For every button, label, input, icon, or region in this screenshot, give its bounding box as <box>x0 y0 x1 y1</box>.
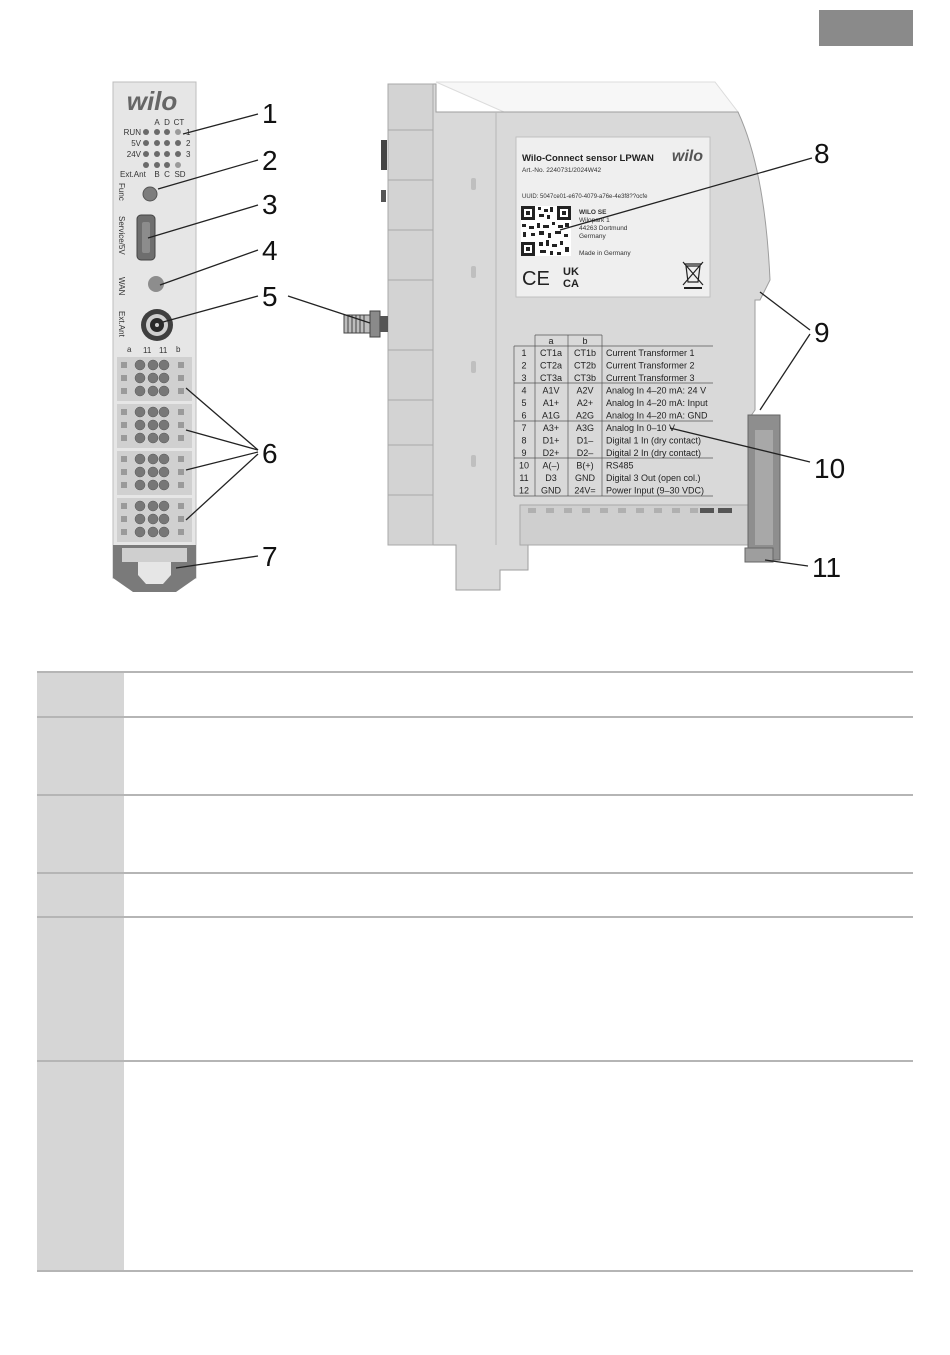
pin-col-b: B(+) <box>576 460 594 471</box>
terminal-label-b: b <box>176 345 181 354</box>
front-brand-logo: wilo <box>126 86 178 116</box>
pin-description: RS485 <box>606 460 634 471</box>
legend-table <box>37 671 913 1272</box>
legend-row-number <box>37 796 124 872</box>
led-label-extant: Ext.Ant <box>120 170 146 179</box>
front-view <box>113 82 196 592</box>
antenna-connector-side[interactable] <box>344 311 388 337</box>
legend-row-text <box>124 673 913 716</box>
legend-row <box>37 1060 913 1272</box>
pin-col-b: A2G <box>575 410 595 421</box>
pin-col-b: A2V <box>576 385 594 396</box>
pin-col-a: A1V <box>542 385 560 396</box>
pin-description: Analog In 4–20 mA: GND <box>606 410 708 421</box>
plate-article: Art.-No. 2240731/2024W42 <box>522 167 602 174</box>
legend-row-number <box>37 1062 124 1270</box>
pin-col-a: A3+ <box>542 423 560 433</box>
side-label-service: Service/5V <box>117 216 126 255</box>
pin-row-number: 5 <box>521 398 527 408</box>
pin-description: Power Input (9–30 VDC) <box>606 485 705 496</box>
pin-description: Current Transformer 2 <box>606 360 695 371</box>
pin-col-b: A3G <box>575 423 595 433</box>
plate-uuid: UUID: 5047ce01-e670-4079-a76e-4e3f8??ocfe <box>522 194 648 200</box>
pin-description: Analog In 0–10 V <box>606 423 676 433</box>
ukca-mark-uk: UK <box>563 266 579 278</box>
callout-9: 9 <box>814 317 830 348</box>
plate-made-in: Made in Germany <box>579 250 631 257</box>
pin-col-a: CT3a <box>539 373 563 383</box>
led-num-1: 1 <box>186 128 191 137</box>
pin-col-b: CT1b <box>573 348 597 358</box>
plate-title: Wilo-Connect sensor LPWAN <box>522 153 654 164</box>
led-row-24v: 24V <box>126 150 141 159</box>
led-label-b: B <box>154 170 160 179</box>
plate-address-4: Germany <box>579 233 606 240</box>
label-plate <box>516 137 710 297</box>
led-num-3: 3 <box>186 150 191 159</box>
legend-row-number <box>37 918 124 1060</box>
led-col-a: A <box>154 118 160 127</box>
led-num-2: 2 <box>186 139 191 148</box>
legend-row <box>37 671 913 716</box>
legend-row-number <box>37 718 124 794</box>
callout-8: 8 <box>814 138 830 169</box>
pin-row-number: 6 <box>521 410 527 421</box>
pin-row-number: 9 <box>521 448 527 458</box>
pin-description: Current Transformer 1 <box>606 348 695 358</box>
callout-5: 5 <box>262 281 278 312</box>
ukca-mark-ca: CA <box>563 278 579 290</box>
led-label-c: C <box>164 170 170 179</box>
pin-col-b: D1– <box>576 435 594 446</box>
legend-row-text <box>124 718 913 794</box>
pin-row-number: 7 <box>521 423 527 433</box>
side-label-extant: Ext.Ant <box>117 311 126 337</box>
pin-col-b: GND <box>575 473 595 483</box>
legend-row <box>37 794 913 872</box>
terminal-label-11a: 11 <box>143 346 152 355</box>
legend-row-text <box>124 874 913 916</box>
legend-row <box>37 716 913 794</box>
pin-col-a: A(–) <box>542 460 560 471</box>
legend-row-number <box>37 874 124 916</box>
pin-row-number: 11 <box>519 473 529 483</box>
side-label-func: Func <box>117 183 126 201</box>
pin-col-a: A1G <box>541 410 561 421</box>
pin-row-number: 12 <box>518 485 530 496</box>
led-row-run: RUN <box>123 128 141 137</box>
legend-row-text <box>124 796 913 872</box>
led-row-5v: 5V <box>131 139 141 148</box>
plate-address-2: Wilopark 1 <box>579 217 610 224</box>
pin-row-number: 8 <box>521 435 527 446</box>
led-col-ct: CT <box>173 118 185 127</box>
plate-address-1: WILO SE <box>579 209 607 216</box>
func-button[interactable] <box>143 187 157 201</box>
callout-4: 4 <box>262 235 278 266</box>
callout-2: 2 <box>262 145 278 176</box>
pin-description: Current Transformer 3 <box>606 373 695 383</box>
pin-col-b: 24V= <box>574 485 596 496</box>
pin-col-a: CT1a <box>539 348 563 358</box>
led-col-d: D <box>164 118 170 127</box>
pin-row-number: 4 <box>521 385 527 396</box>
pin-col-b: D2– <box>576 448 594 458</box>
pin-row-number: 1 <box>521 348 527 358</box>
pin-col-b: CT2b <box>573 360 597 371</box>
pin-col-a: D2+ <box>542 448 560 458</box>
pin-description: Digital 2 In (dry contact) <box>606 448 702 458</box>
legend-row-text <box>124 918 913 1060</box>
callout-7: 7 <box>262 541 278 572</box>
pin-col-a: A1+ <box>542 398 560 408</box>
side-label-wan: WAN <box>117 277 126 296</box>
pin-header-b: b <box>582 336 588 346</box>
pin-col-a: GND <box>541 485 561 496</box>
pin-col-b: A2+ <box>576 398 594 408</box>
pin-header-a: a <box>548 336 554 346</box>
pin-row-number: 2 <box>521 360 527 371</box>
pin-description: Analog In 4–20 mA: 24 V <box>606 385 707 396</box>
led-label-sd: SD <box>174 170 186 179</box>
pin-description: Analog In 4–20 mA: Input <box>606 398 708 408</box>
pin-col-a: D3 <box>545 473 557 483</box>
callout-1: 1 <box>262 98 278 129</box>
terminal-label-a: a <box>127 345 132 354</box>
plate-address-3: 44263 Dortmund <box>579 225 628 232</box>
ce-mark: CE <box>522 268 550 290</box>
pin-col-b: CT3b <box>573 373 597 383</box>
plate-brand: wilo <box>671 148 703 165</box>
pin-row-number: 10 <box>518 460 530 471</box>
pin-row-number: 3 <box>521 373 527 383</box>
callout-6: 6 <box>262 438 278 469</box>
qr-code <box>521 206 571 256</box>
legend-row <box>37 916 913 1060</box>
callout-11: 11 <box>812 552 842 583</box>
pin-col-a: CT2a <box>539 360 563 371</box>
legend-row-number <box>37 673 124 716</box>
callout-3: 3 <box>262 189 278 220</box>
pin-description: Digital 1 In (dry contact) <box>606 435 702 446</box>
pin-description: Digital 3 Out (open col.) <box>606 473 701 483</box>
terminal-label-11b: 11 <box>159 346 168 355</box>
device-illustration <box>0 0 950 640</box>
pin-col-a: D1+ <box>542 435 560 446</box>
callout-10: 10 <box>814 453 846 484</box>
legend-row <box>37 872 913 916</box>
legend-row-text <box>124 1062 913 1270</box>
